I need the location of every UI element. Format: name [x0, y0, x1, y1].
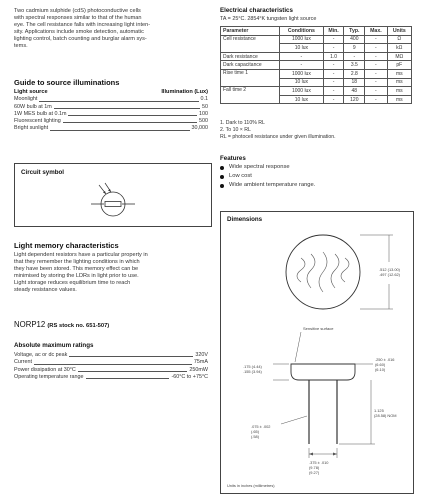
list-item: Low cost: [220, 172, 315, 181]
guide-title: Guide to source illuminations: [14, 78, 120, 87]
table-row: Fall time 2 1000 lux - 48 - ms: [221, 87, 412, 96]
guide-row: Bright sunlight 30,000: [14, 125, 208, 132]
lead-diameter-label: .075 ± .002 (.65) (.58): [251, 424, 271, 440]
table-row: Dark resistance - 1.0 - - MΩ: [221, 52, 412, 61]
product-heading: [14, 320, 109, 329]
product-stock: (RS stock no. 651-507): [47, 323, 110, 329]
electrical-header-row: Parameter Conditions Min. Typ. Max. Units: [221, 27, 412, 36]
list-item: Wide ambient temperature range.: [220, 181, 315, 190]
rating-row: Power dissipation at 30°C 250mW: [14, 366, 208, 373]
rating-row: Voltage, ac or dc peak 320V: [14, 352, 208, 358]
height-label: .175 (4.44) .155 (3.94): [243, 364, 262, 375]
table-row: 10 lux - 120 - ms: [221, 95, 412, 104]
diameter-label: .512 (13.00) .497 (12.62): [379, 267, 400, 277]
ldr-symbol-icon: [89, 182, 137, 222]
units-note: Units in inches (millimetres): [227, 483, 275, 488]
ratings-table: [14, 352, 208, 381]
dimensions-box: [220, 211, 414, 494]
bullet-icon: [220, 184, 224, 188]
electrical-title: Electrical characteristics: [220, 7, 293, 14]
table-row: Dark capacitance - - 3.5 - pF: [221, 61, 412, 70]
circuit-symbol-title: Circuit symbol: [21, 169, 64, 176]
features-title: Features: [220, 155, 246, 162]
ratings-title: Absolute maximum ratings: [14, 342, 94, 349]
sensitive-surface-label: Sensitive surface: [303, 326, 334, 331]
pitch-label: .250 ± .016 (6.60) (6.10): [375, 357, 395, 373]
bullet-icon: [220, 175, 224, 179]
table-row: 10 lux - 9 - kΩ: [221, 44, 412, 53]
bullet-icon: [220, 166, 224, 170]
table-row: Rise time 1 1000 lux - 2.8 - ms: [221, 69, 412, 78]
lead-length-label: 1.125 (28.58) NOM: [374, 408, 397, 419]
features-list: [220, 163, 315, 190]
electrical-notes: 1. Dark to 110% RL 2. To 10 × RL RL = photocell resistance under given illumination.: [220, 120, 336, 140]
guide-row: 60W bulb at 1m 50: [14, 103, 208, 110]
guide-table: [14, 89, 208, 133]
table-row: Cell resistance 1000 lux - 400 - Ω: [221, 35, 412, 44]
dimensions-title: Dimensions: [227, 216, 263, 223]
table-row: 10 lux - 18 - ms: [221, 78, 412, 87]
dimensions-drawing: [221, 212, 413, 493]
memory-paragraph: Light dependent resistors have a particular property in that they remember the lighting conditions in which they have been stored. This memory effect can be minimised by storing the LDRs in light prior to use. Light storage reduces equilibrium time to reach steady resistance values.: [14, 252, 148, 293]
guide-row: Fluorescent lighting 500: [14, 118, 208, 125]
list-item: Wide spectral response: [220, 163, 315, 172]
intro-paragraph: Two cadmium sulphide (cdS) photoconductive cells with spectral responses similar to that of the human eye. The cell resistance falls with increasing light inten- sity. Applications include smoke detection, automatic lighting control, batch counting and burglar alarm sys- tems.: [14, 8, 151, 49]
circuit-symbol-box: [14, 163, 212, 227]
guide-header: Light source Illumination (Lux): [14, 89, 208, 95]
rating-row: Operating temperature range -60°C to +75°C: [14, 373, 208, 380]
memory-title: Light memory characteristics: [14, 241, 119, 250]
electrical-conditions: TA = 25°C. 2854°K tungsten light source: [220, 16, 317, 22]
guide-row: 1W MES bulb at 0.1m 100: [14, 110, 208, 117]
product-name: NORP12: [14, 320, 46, 329]
rating-row: Current 75mA: [14, 359, 208, 366]
electrical-table: [220, 26, 412, 104]
guide-row: Moonlight 0.1: [14, 96, 208, 103]
lead-spacing-label: .375 ± .010 (9.78) (9.27): [309, 460, 329, 476]
